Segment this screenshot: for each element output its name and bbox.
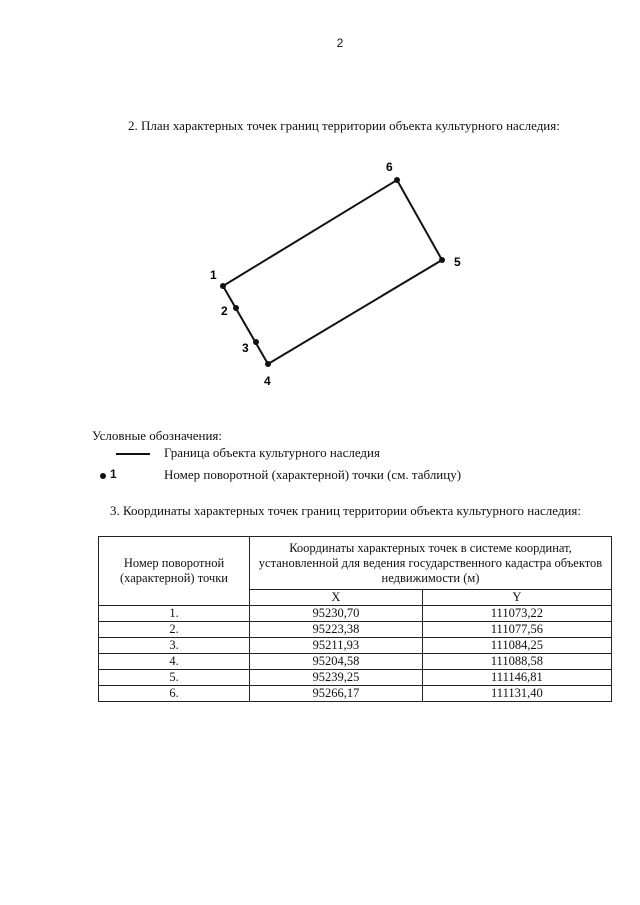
point-symbol-dot [100, 473, 106, 479]
boundary-line [223, 180, 442, 364]
legend-title: Условные обозначения: [92, 428, 223, 443]
cell-point-number: 2. [99, 622, 250, 638]
table-row [99, 622, 612, 638]
cell-x: 95266,17 [250, 686, 423, 702]
point-label-6: 6 [386, 160, 393, 174]
cell-y: 111077,56 [422, 622, 611, 638]
col-coords-header: Координаты характерных точек в системе координат, установленной для ведения государственного кадастра объектов недвижимости (м) [250, 537, 612, 590]
point-6-marker [394, 177, 400, 183]
point-label-1: 1 [210, 268, 217, 282]
cell-point-number: 1. [99, 606, 250, 622]
table-row [99, 686, 612, 702]
point-label-5: 5 [454, 255, 461, 269]
col-point-header: Номер поворотной (характерной) точки [99, 537, 250, 606]
boundary-line-symbol [116, 453, 150, 455]
legend-point-label: Номер поворотной (характерной) точки (см. таблицу) [164, 467, 462, 482]
table-row [99, 606, 612, 622]
point-symbol-number: 1 [110, 467, 117, 481]
cell-point-number: 4. [99, 654, 250, 670]
cell-point-number: 6. [99, 686, 250, 702]
page-number: 2 [336, 36, 344, 50]
col-y-header: Y [422, 590, 611, 606]
cell-x: 95239,25 [250, 670, 423, 686]
table-row [99, 638, 612, 654]
cell-y: 111073,22 [422, 606, 611, 622]
cell-point-number: 3. [99, 638, 250, 654]
col-x-header: X [250, 590, 423, 606]
point-3-marker [253, 339, 259, 345]
coords-heading: 3. Координаты характерных точек границ территории объекта культурного наследия: [110, 503, 581, 518]
cell-x: 95211,93 [250, 638, 423, 654]
cell-point-number: 5. [99, 670, 250, 686]
table-row [99, 670, 612, 686]
point-2-marker [233, 305, 239, 311]
cell-y: 111146,81 [422, 670, 611, 686]
cell-y: 111084,25 [422, 638, 611, 654]
cell-x: 95223,38 [250, 622, 423, 638]
table-row [99, 654, 612, 670]
coordinates-table [98, 536, 612, 702]
point-label-2: 2 [221, 304, 228, 318]
legend-boundary-label: Граница объекта культурного наследия [164, 445, 380, 460]
point-4-marker [265, 361, 271, 367]
plan-heading: 2. План характерных точек границ территории объекта культурного наследия: [128, 118, 560, 133]
cell-y: 111131,40 [422, 686, 611, 702]
point-1-marker [220, 283, 226, 289]
cell-x: 95230,70 [250, 606, 423, 622]
point-label-3: 3 [242, 341, 249, 355]
point-5-marker [439, 257, 445, 263]
point-label-4: 4 [264, 374, 271, 388]
cell-x: 95204,58 [250, 654, 423, 670]
boundary-plan [0, 0, 640, 420]
cell-y: 111088,58 [422, 654, 611, 670]
